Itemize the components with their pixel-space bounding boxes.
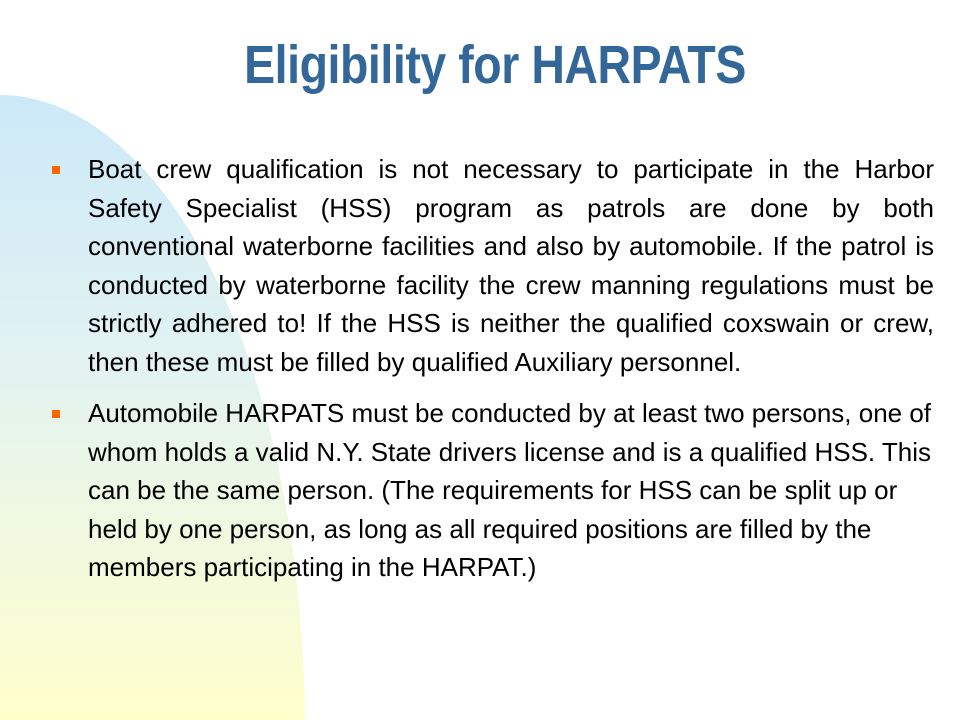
bullet-text: Boat crew qualification is not necessary to participate in the Harbor Safety Specialist (HSS) program as patrols are done by both conventional waterborne facilities and also by automobile. If the patrol is conducted by waterborne facility the crew manning regulations must be strictly adhered to! If the HSS is neither the qualified coxswain or crew, then these must be filled by qualified Auxiliary personnel. (88, 154, 934, 377)
bullet-text: Automobile HARPATS must be conducted by at least two persons, one of whom holds a valid N.Y. State drivers license and is a qualified HSS. This can be the same person. (The requirements for HSS can be split up or held by one person, as long as all required positions are filled by the members participating in the HARPAT.) (88, 398, 932, 582)
slide-title: Eligibility for HARPATS (244, 35, 746, 95)
bullet-list (48, 150, 934, 597)
bullet-item-automobile-harpats (48, 394, 934, 587)
square-bullet-icon (52, 410, 60, 418)
square-bullet-icon (52, 166, 60, 174)
bullet-item-crew-qualification (48, 150, 934, 381)
